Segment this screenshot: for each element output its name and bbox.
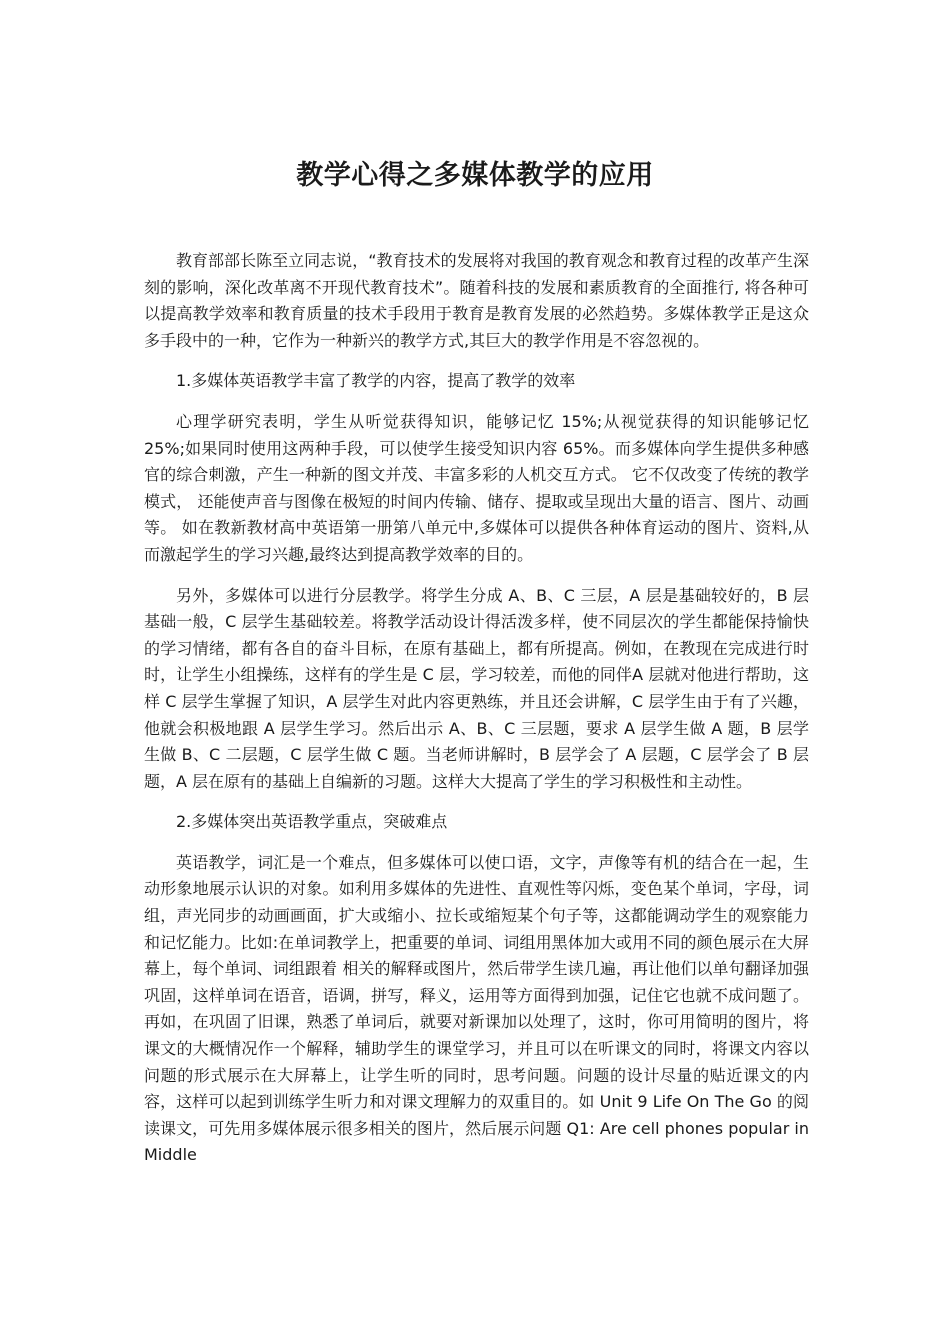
- section-heading-2: 2.多媒体突出英语教学重点，突破难点: [176, 812, 448, 832]
- paragraph-intro: 教育部部长陈至立同志说，“教育技术的发展将对我国的教育观念和教育过程的改革产生深刻的影响，深化改革离不开现代教育技术”。随着科技的发展和素质教育的全面推行, 将各种可以提高教学效率和教育质量的技术手段用于教育是教育发展的必然趋势。多媒体教学正是这众多手段中的一种，它作为一种新兴的教学方式,其巨大的教学作用是不容忽视的。: [144, 251, 809, 350]
- paragraph-vocabulary: 英语教学，词汇是一个难点，但多媒体可以使口语，文字，声像等有机的结合在一起，生动形象地展示认识的对象。如利用多媒体的先进性、直观性等闪烁，变色某个单词，字母，词组，声光同步的动画画面，扩大或缩小、拉长或缩短某个句子等，这都能调动学生的观察能力和记忆能力。比如:在单词教学上，把重要的单词、词组用黑体加大或用不同的颜色展示在大屏幕上，每个单词、词组跟着 相关的解释或图片，然后带学生读几遍，再让他们以单句翻译加强巩固，这样单词在语音，语调，拼写，释义，运用等方面得到加强，记住它也就不成问题了。再如，在巩固了旧课，熟悉了单词后，就要对新课加以处理了，这时，你可用简明的图片，将课文的大概情况作一个解释，辅助学生的课堂学习，并且可以在听课文的同时，将课文内容以问题的形式展示在大屏幕上，让学生听的同时，思考问题。问题的设计尽量的贴近课文的内容，这样可以起到训练学生听力和对课文理解力的双重目的。如 Unit 9 Life On The Go 的阅读课文，可先用多媒体展示很多相关的图片，然后展示问题 Q1: Are cell phones popular in Middle: [144, 852, 809, 1165]
- document-title: 教学心得之多媒体教学的应用: [296, 160, 654, 191]
- section-heading-1: 1.多媒体英语教学丰富了教学的内容，提高了教学的效率: [176, 371, 576, 391]
- paragraph-layered-teaching: 另外，多媒体可以进行分层教学。将学生分成 A、B、C 三层，A 层是基础较好的，B 层基础一般，C 层学生基础较差。将教学活动设计得活泼多样，使不同层次的学生都能保持愉快的学习情绪，都有各自的奋斗目标，在原有基础上，都有所提高。例如，在教现在完成进行时时，让学生小组操练，这样有的学生是 C 层，学习较差，而他的同伴A 层就对他进行帮助，这样 C 层学生掌握了知识，A 层学生对此内容更熟练，并且还会讲解，C 层学生由于有了兴趣，他就会积极地跟 A 层学生学习。然后出示 A、B、C 三层题，要求 A 层学生做 A 题，B 层学生做 B、C 二层题，C 层学生做 C 题。当老师讲解时，B 层学会了 A 层题，C 层学会了 B 层题，A 层在原有的基础上自编新的习题。这样大大提高了学生的学习积极性和主动性。: [144, 585, 809, 791]
- document-body: [144, 248, 809, 1183]
- paragraph-psychology: 心理学研究表明，学生从听觉获得知识，能够记忆 15%;从视觉获得的知识能够记忆 25%;如果同时使用这两种手段，可以使学生接受知识内容 65%。而多媒体向学生提供多种感官的综合刺激，产生一种新的图文并茂、丰富多彩的人机交互方式。 它不仅改变了传统的教学模式， 还能使声音与图像在极短的时间内传输、储存、提取或呈现出大量的语言、图片、动画等。 如在教新教材高中英语第一册第八单元中,多媒体可以提供各种体育运动的图片、资料,从而激起学生的学习兴趣,最终达到提高教学效率的目的。: [144, 411, 809, 564]
